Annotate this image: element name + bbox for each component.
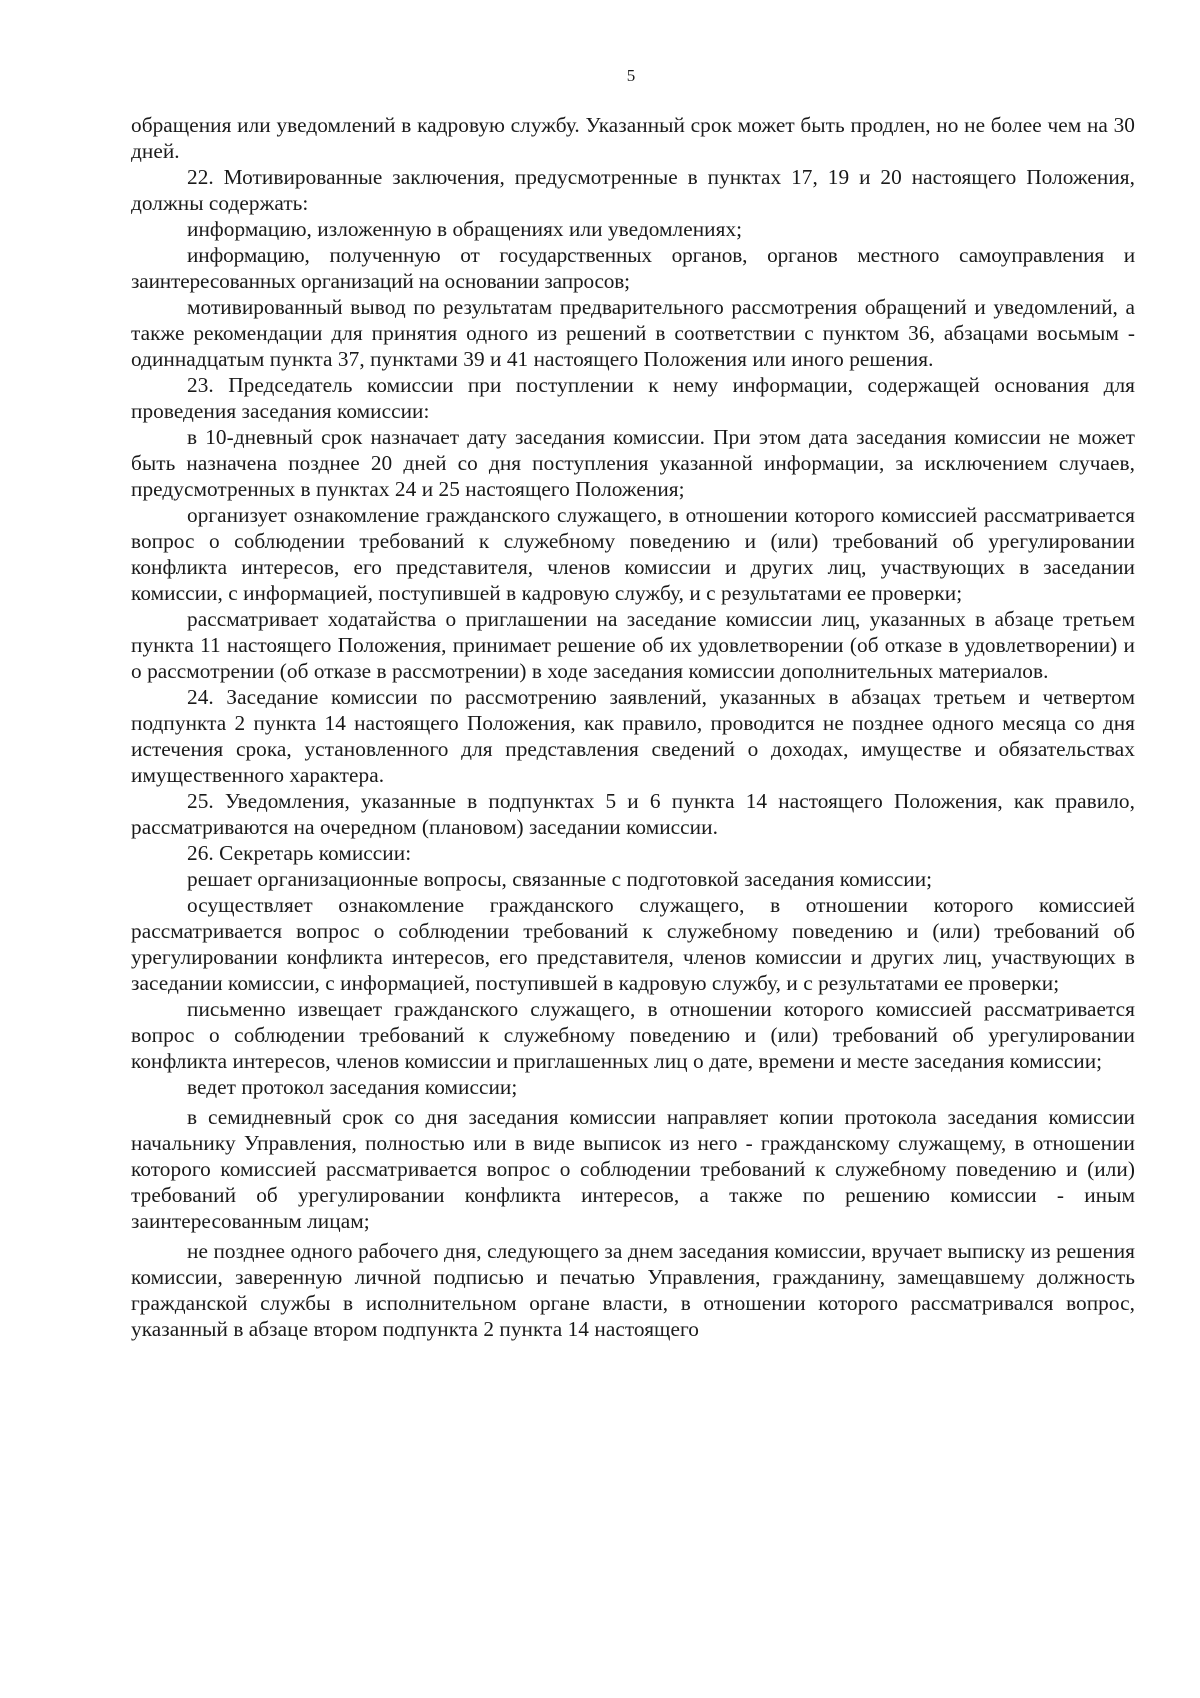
paragraph-item-23-schedule-meeting: в 10-дневный срок назначает дату заседания комиссии. При этом дата заседания комиссии не может быть назначена позднее 20 дней со дня поступления указанной информации, за исключением случаев, предусмотренных в пунктах 24 и 25 настоящего Положения; xyxy=(131,425,1135,501)
paragraph-item-22-info-from-appeals: информацию, изложенную в обращениях или уведомлениях; xyxy=(187,217,743,241)
paragraph-item-26-hands-extract: не позднее одного рабочего дня, следующего за днем заседания комиссии, вручает выписку из решения комиссии, заверенную личной подписью и печатью Управления, гражданину, замещавшему должность гражданской службы в исполнительном органе власти, в отношении которого рассматривался вопрос, указанный в абзаце втором подпункта 2 пункта 14 настоящего xyxy=(131,1239,1135,1341)
paragraph-item-23: 23. Председатель комиссии при поступлении к нему информации, содержащей основания для проведения заседания комиссии: xyxy=(131,373,1135,423)
paragraph-item-26-written-notice: письменно извещает гражданского служащего, в отношении которого комиссией рассматривается вопрос о соблюдении требований к служебному поведению и (или) требований об урегулировании конфликта интересов, членов комиссии и приглашенных лиц о дате, времени и месте заседания комиссии; xyxy=(131,997,1135,1073)
paragraph-item-26-sends-minutes: в семидневный срок со дня заседания комиссии направляет копии протокола заседания комиссии начальнику Управления, полностью или в виде выписок из него - гражданскому служащему, в отношении которого комиссией рассматривается вопрос о соблюдении требований к служебному поведению и (или) требований об урегулировании конфликта интересов, а также по решению комиссии - иным заинтересованным лицам; xyxy=(131,1105,1135,1233)
paragraph-item-24: 24. Заседание комиссии по рассмотрению заявлений, указанных в абзацах третьем и четвертом подпункта 2 пункта 14 настоящего Положения, как правило, проводится не позднее одного месяца со дня истечения срока, установленного для представления сведений о доходах, имуществе и обязательствах имущественного характера. xyxy=(131,685,1135,787)
paragraph-item-22-motivated-conclusion: мотивированный вывод по результатам предварительного рассмотрения обращений и уведомлений, а также рекомендации для принятия одного из решений в соответствии с пунктом 36, абзацами восьмым - одиннадцатым пункта 37, пунктами 39 и 41 настоящего Положения или иного решения. xyxy=(131,295,1135,371)
paragraph-item-26-familiarization: осуществляет ознакомление гражданского служащего, в отношении которого комиссией рассматривается вопрос о соблюдении требований к служебному поведению и (или) требований об урегулировании конфликта интересов, его представителя, членов комиссии и других лиц, участвующих в заседании комиссии, с информацией, поступившей в кадровую службу, и с результатами ее проверки; xyxy=(131,893,1135,995)
document-body xyxy=(131,112,1135,1342)
paragraph-item-26-organizational-issues: решает организационные вопросы, связанные с подготовкой заседания комиссии; xyxy=(187,867,933,891)
paragraph-item-22: 22. Мотивированные заключения, предусмотренные в пунктах 17, 19 и 20 настоящего Положения, должны содержать: xyxy=(131,165,1135,215)
paragraph-continuation: обращения или уведомлений в кадровую службу. Указанный срок может быть продлен, но не более чем на 30 дней. xyxy=(131,113,1135,163)
paragraph-item-26-keeps-minutes: ведет протокол заседания комиссии; xyxy=(187,1075,518,1099)
paragraph-item-23-organize-review: организует ознакомление гражданского служащего, в отношении которого комиссией рассматривается вопрос о соблюдении требований к служебному поведению и (или) требований об урегулировании конфликта интересов, его представителя, членов комиссии и других лиц, участвующих в заседании комиссии, с информацией, поступившей в кадровую службу, и с результатами ее проверки; xyxy=(131,503,1135,605)
paragraph-item-25: 25. Уведомления, указанные в подпунктах 5 и 6 пункта 14 настоящего Положения, как правило, рассматриваются на очередном (плановом) заседании комиссии. xyxy=(131,789,1135,839)
page-number: 5 xyxy=(626,66,636,85)
paragraph-item-22-info-from-authorities: информацию, полученную от государственных органов, органов местного самоуправления и заинтересованных организаций на основании запросов; xyxy=(131,243,1135,293)
paragraph-item-23-consider-petitions: рассматривает ходатайства о приглашении на заседание комиссии лиц, указанных в абзаце третьем пункта 11 настоящего Положения, принимает решение об их удовлетворении (об отказе в удовлетворении) и о рассмотрении (об отказе в рассмотрении) в ходе заседания комиссии дополнительных материалов. xyxy=(131,607,1135,683)
paragraph-item-26: 26. Секретарь комиссии: xyxy=(187,841,412,865)
